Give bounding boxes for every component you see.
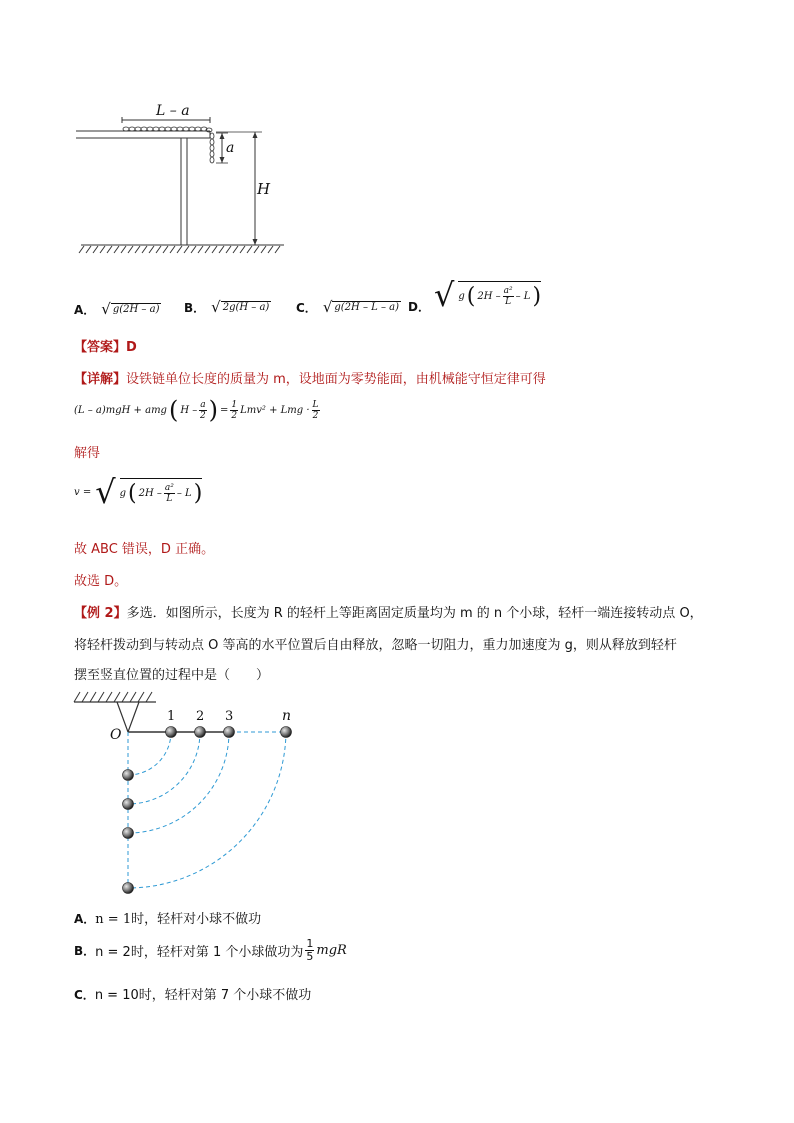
option2-a[interactable] <box>74 908 261 927</box>
option-a-expr: √ g(2H – a) <box>101 300 160 318</box>
answer-label: 【答案】 <box>74 340 127 355</box>
option2-b[interactable] <box>74 938 347 963</box>
chain-table-figure <box>76 100 296 260</box>
detail-line <box>74 368 546 387</box>
conclusion-2: 故选 D。 <box>74 574 128 589</box>
example2-text1: 多选．如图所示，长度为 R 的轻杆上等距离固定质量均为 m 的 n 个小球，轻杆一端连接转动点 O， <box>126 606 703 621</box>
example2-tag: 【例 2】 <box>74 606 127 621</box>
label-3: 3 <box>225 709 234 724</box>
option-a-letter: A． <box>74 302 96 317</box>
solve-label: 解得 <box>74 446 101 461</box>
detail-text: 设铁链单位长度的质量为 m，设地面为零势能面，由机械能守恒定律可得 <box>126 372 546 387</box>
option2-c-letter: C． <box>74 988 95 1002</box>
option-b[interactable] <box>184 298 271 316</box>
label-n: n <box>282 708 292 724</box>
option2-b-fraction: $\frac{1}{5}$ <box>306 937 314 963</box>
option2-c-text: n = 10时，轻杆对第 7 个小球不做功 <box>94 988 312 1003</box>
option-c-letter: C． <box>296 300 317 315</box>
label-1: 1 <box>167 709 176 724</box>
option2-a-text: n = 1时，轻杆对小球不做功 <box>95 912 262 927</box>
label-2: 2 <box>196 709 205 724</box>
option2-c[interactable] <box>74 984 311 1003</box>
option-c[interactable] <box>296 298 401 316</box>
example2-line2: 将轻杆拨动到与转动点 O 等高的水平位置后自由释放，忽略一切阻力，重力加速度为 g，则从释放到轻杆 <box>74 638 677 653</box>
option2-b-letter: B． <box>74 944 96 958</box>
rod-balls-figure <box>70 690 310 896</box>
detail-label: 【详解】 <box>74 372 127 387</box>
option-a[interactable] <box>74 300 161 318</box>
label-L-minus-a: L – a <box>156 103 190 119</box>
option-b-letter: B． <box>184 300 206 315</box>
energy-equation: (L – a)mgH + amg ( H – $\frac{a}{2}$ ) = $\frac{1}{2}$ Lmv² + Lmg · $\frac{L}{2}$ <box>74 396 319 424</box>
label-a: a <box>226 140 235 156</box>
conclusion-1: 故 ABC 错误，D 正确。 <box>74 542 215 557</box>
label-O: O <box>110 727 122 743</box>
velocity-equation: v = √ g ( 2H – $\frac{\text{a²}}{L}$ – L ) <box>74 473 203 511</box>
example2-line1 <box>74 602 703 621</box>
label-H: H <box>257 180 271 198</box>
option-d-letter: D． <box>408 300 430 314</box>
example2-line3: 摆至竖直位置的过程中是（ ） <box>74 668 270 683</box>
option-b-expr: √ 2g(H – a) <box>211 298 270 316</box>
option2-b-mgr: mgR <box>316 943 347 958</box>
option2-b-text: n = 2时，轻杆对第 1 个小球做功为 <box>95 945 304 960</box>
answer-line <box>74 336 137 355</box>
answer-value: D <box>126 340 137 355</box>
option-c-expr: √ g(2H – L – a) <box>322 298 399 316</box>
option2-a-letter: A． <box>74 912 96 926</box>
option-d-expr: g ( 2H – $\frac{\text{a²}}{L}$ – L ) <box>458 281 541 309</box>
option-d[interactable]: D． √ g ( 2H – $\frac{\text{a²}}{L}$ – L ) <box>408 275 542 314</box>
